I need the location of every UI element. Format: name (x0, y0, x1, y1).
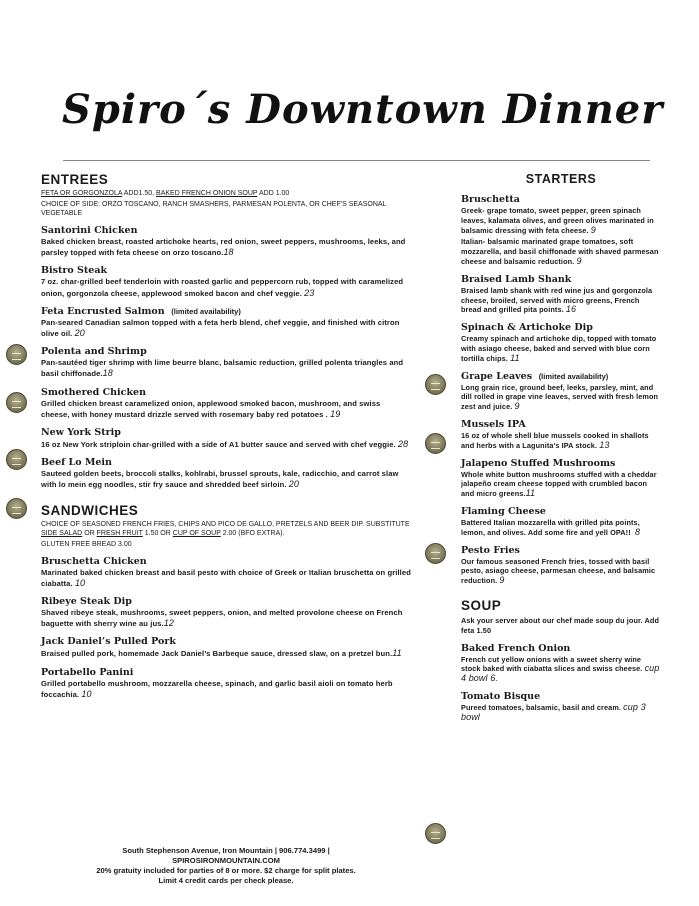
item-name: Bruschetta Chicken (41, 555, 147, 567)
menu-title: Spiro´s Downtown Dinner (62, 86, 664, 133)
signature-badge-icon (6, 449, 27, 470)
entree-item (41, 306, 411, 339)
item-name: New York Strip (41, 427, 121, 439)
item-price: 9 (590, 224, 596, 235)
item-availability: (limited availability) (171, 306, 241, 316)
item-name: Tomato Bisque (461, 690, 541, 702)
starter-item (461, 419, 661, 451)
starter-item (461, 506, 661, 538)
entree-item (41, 346, 411, 379)
left-column (41, 172, 411, 700)
item-price: 8 (635, 526, 641, 537)
item-description: Marinated baked chicken breast and basil pesto with choice of Greek or Italian bruschetta on grilled ciabatta. 10 (41, 567, 411, 588)
item-name: Braised Lamb Shank (461, 273, 572, 285)
item-name: Beef Lo Mein (41, 457, 112, 469)
item-description: Pan-seared Canadian salmon topped with a feta herb blend, chef veggie, and finished with citron olive oil. 20 (41, 317, 400, 339)
item-name: Spinach & Artichoke Dip (461, 322, 593, 334)
item-price: 13 (599, 439, 610, 450)
item-description: Whole white button mushrooms stuffed with a cheddar jalapeño cream cheese topped with crumbled bacon and micro greens.11 (461, 469, 657, 499)
item-price: 11 (525, 488, 536, 499)
soup-heading: SOUP (461, 597, 502, 613)
item-description: Greek- grape tomato, sweet pepper, green spinach leaves, kalamata olives, and green olives marinated in balsamic dressing with feta cheese. 9 (461, 206, 654, 235)
item-name: Pesto Fries (461, 544, 520, 556)
item-name: Ribeye Steak Dip (41, 596, 132, 608)
item-price: cup 4 bowl 6. (461, 663, 660, 684)
starter-item (461, 545, 661, 586)
footer-website[interactable]: SPIROSIRONMOUNTAIN.COM (172, 856, 280, 865)
item-availability: (limited availability) (538, 371, 609, 381)
item-name: Mussels IPA (461, 418, 526, 430)
item-price: 9 (499, 575, 505, 586)
item-price: cup 3 bowl (461, 701, 646, 722)
item-description: Battered Italian mozzarella with grilled pita points, lemon, and olives. Add some fire and yell OPA!! 8 (461, 517, 641, 537)
item-name: Jack Daniel’s Pulled Pork (41, 636, 176, 648)
item-price: 9 (514, 401, 520, 412)
item-description: Baked chicken breast, roasted artichoke hearts, red onion, sweet peppers, mushrooms, leeks, and parsley topped with feta cheese on orzo toscano.18 (41, 237, 406, 258)
item-name: Grape Leaves (limited availability) (461, 370, 609, 382)
item-name: Smothered Chicken (41, 386, 146, 398)
title-divider (63, 160, 650, 161)
item-price: 19 (330, 408, 341, 419)
item-description: Grilled portabello mushroom, mozzarella cheese, spinach, and garlic basil aioli on tomato herb foccachia. 10 (41, 678, 393, 699)
entrees-heading: ENTREES (41, 172, 109, 187)
item-name: Baked French Onion (461, 642, 571, 654)
entrees-side-note: CHOICE OF SIDE: ORZO TOSCANO, RANCH SMASHERS, PARMESAN POLENTA, OR CHEF'S SEASONAL VEGETABLE (41, 201, 387, 217)
addon-feta: FETA OR GORGONZOLA (41, 190, 123, 197)
starters-heading: STARTERS (525, 172, 597, 186)
sandwiches-heading: SANDWICHES (41, 502, 139, 518)
entree-item (41, 457, 411, 490)
item-price: 16 (565, 304, 577, 315)
item-description: French cut yellow onions with a sweet sherry wine stock baked with ciabatta slices and swiss cheese. cup 4 bowl 6. (461, 654, 660, 684)
item-description: Braised lamb shank with red wine jus and gorgonzola cheese, broiled, served with micro greens, French bread and grilled pita points. 16 (461, 285, 653, 315)
item-description: Braised pulled pork, homemade Jack Daniel’s Barbeque sauce, dressed slaw, on a pretzel bun.11 (41, 648, 402, 659)
item-name: Flaming Cheese (461, 505, 546, 517)
item-description: 16 oz of whole shell blue mussels cooked in shallots and herbs with a Lagunita's IPA stock. 13 (461, 430, 649, 450)
item-price: 12 (163, 618, 174, 629)
item-description-alt: Italian- balsamic marinated grape tomatoes, soft mozzarella, and basil chiffonade with shaved parmesan cheese and balsamic reduction. 9 (461, 237, 659, 266)
item-description: 16 oz New York striploin char-grilled with a side of A1 butter sauce and served with chef veggie. 28 (41, 439, 409, 450)
starter-item (461, 194, 661, 267)
item-description: 7 oz. char-grilled beef tenderloin with roasted garlic and peppercorn rub, topped with caramelized onion, gorgonzola cheese, applewood smoked bacon and chef veggie. 23 (41, 277, 404, 298)
item-name: Bruschetta (461, 194, 520, 205)
sandwiches-side-note: CHOICE OF SEASONED FRENCH FRIES, CHIPS AND PICO DE GALLO, PRETZELS AND BEER DIP. SUBSTITUTE SIDE SALAD OR FRESH FRUIT 1.50 OR CUP OF SOUP 2.00 (BFO EXTRA). (41, 520, 410, 537)
item-price: 20 (288, 479, 299, 490)
item-price: 23 (304, 287, 315, 298)
item-name: Feta Encrusted Salmon (limited availability) (41, 305, 241, 317)
item-price: 11 (392, 648, 402, 659)
soup-note: Ask your server about our chef made soup du jour. Add feta 1.50 (461, 615, 660, 635)
entree-item (41, 427, 411, 450)
signature-badge-icon (425, 823, 446, 844)
item-description: Sauteed golden beets, broccoli stalks, kohlrabi, brussel sprouts, kale, radicchio, and carrot slaw with lo mein egg noodles, stir fry sauce and shredded beef sirloin. 20 (41, 469, 399, 490)
sandwich-item (41, 667, 411, 700)
signature-badge-icon (425, 543, 446, 564)
addon-soup: BAKED FRENCH ONION SOUP (156, 190, 258, 197)
item-name: Bistro Steak (41, 265, 108, 277)
soup-item (461, 643, 661, 684)
sandwich-item (41, 596, 411, 629)
sandwich-item (41, 556, 411, 589)
starter-item (461, 458, 661, 499)
item-description: Our famous seasoned French fries, tossed with basil pesto, asiago cheese, parmesan cheese, and balsamic reduction. 9 (461, 556, 656, 586)
signature-badge-icon (6, 344, 27, 365)
entree-item (41, 225, 411, 258)
signature-badge-icon (425, 374, 446, 395)
item-price: 9 (576, 255, 582, 266)
item-price: 10 (81, 688, 92, 699)
item-price: 10 (74, 577, 86, 588)
item-price: 18 (102, 368, 113, 379)
item-price: 11 (510, 352, 520, 363)
item-description: Grilled chicken breast caramelized onion, applewood smoked bacon, mushroom, and swiss cheese, with honey mustard drizzle served with rosemary baby red potatoes . 19 (41, 398, 381, 419)
signature-badge-icon (425, 433, 446, 454)
item-price: 18 (223, 247, 234, 258)
starter-item (461, 274, 661, 315)
item-price: 20 (74, 328, 85, 339)
item-price: 28 (397, 439, 409, 450)
entree-item (41, 387, 411, 420)
addon-soup-price: ADD 1.00 (257, 190, 290, 197)
signature-badge-icon (6, 498, 27, 519)
item-description: Pureed tomatoes, balsamic, basil and cream. cup 3 bowl (461, 701, 646, 722)
item-description: Pan-sautéed tiger shrimp with lime beurre blanc, balsamic reduction, grilled polenta triangles and basil chiffonade.18 (41, 358, 404, 379)
item-description: Long grain rice, ground beef, leeks, parsley, mint, and dill rolled in grape vine leaves, served with fresh lemon zest and juice. 9 (461, 382, 659, 412)
addon-price: ADD1.50, (122, 190, 157, 197)
entrees-addons-note (41, 189, 411, 198)
footer-gratuity: 20% gratuity included for parties of 8 or more. $2 charge for split plates. (96, 866, 356, 875)
item-description: Creamy spinach and artichoke dip, topped with tomato with asiago cheese, baked and served with blue corn tortilla chips. 11 (461, 334, 657, 363)
entree-item (41, 265, 411, 298)
item-name: Jalapeno Stuffed Mushrooms (461, 457, 616, 469)
item-name: Portabello Panini (41, 666, 134, 678)
right-column (461, 172, 661, 723)
gluten-free-note: GLUTEN FREE BREAD 3.00 (41, 540, 132, 548)
footer (41, 846, 411, 886)
footer-address: South Stephenson Avenue, Iron Mountain | 906.774.3499 | (122, 846, 330, 855)
sandwich-item (41, 636, 411, 659)
starter-item (461, 371, 661, 412)
signature-badge-icon (6, 392, 27, 413)
starter-item (461, 322, 661, 363)
item-description: Shaved ribeye steak, mushrooms, sweet peppers, onion, and melted provolone cheese on French baguette with sherry wine au jus.12 (41, 608, 403, 629)
item-name: Santorini Chicken (41, 225, 138, 236)
soup-item (461, 691, 661, 723)
footer-credit-cards: Limit 4 credit cards per check please. (158, 876, 294, 885)
item-name: Polenta and Shrimp (41, 346, 147, 358)
